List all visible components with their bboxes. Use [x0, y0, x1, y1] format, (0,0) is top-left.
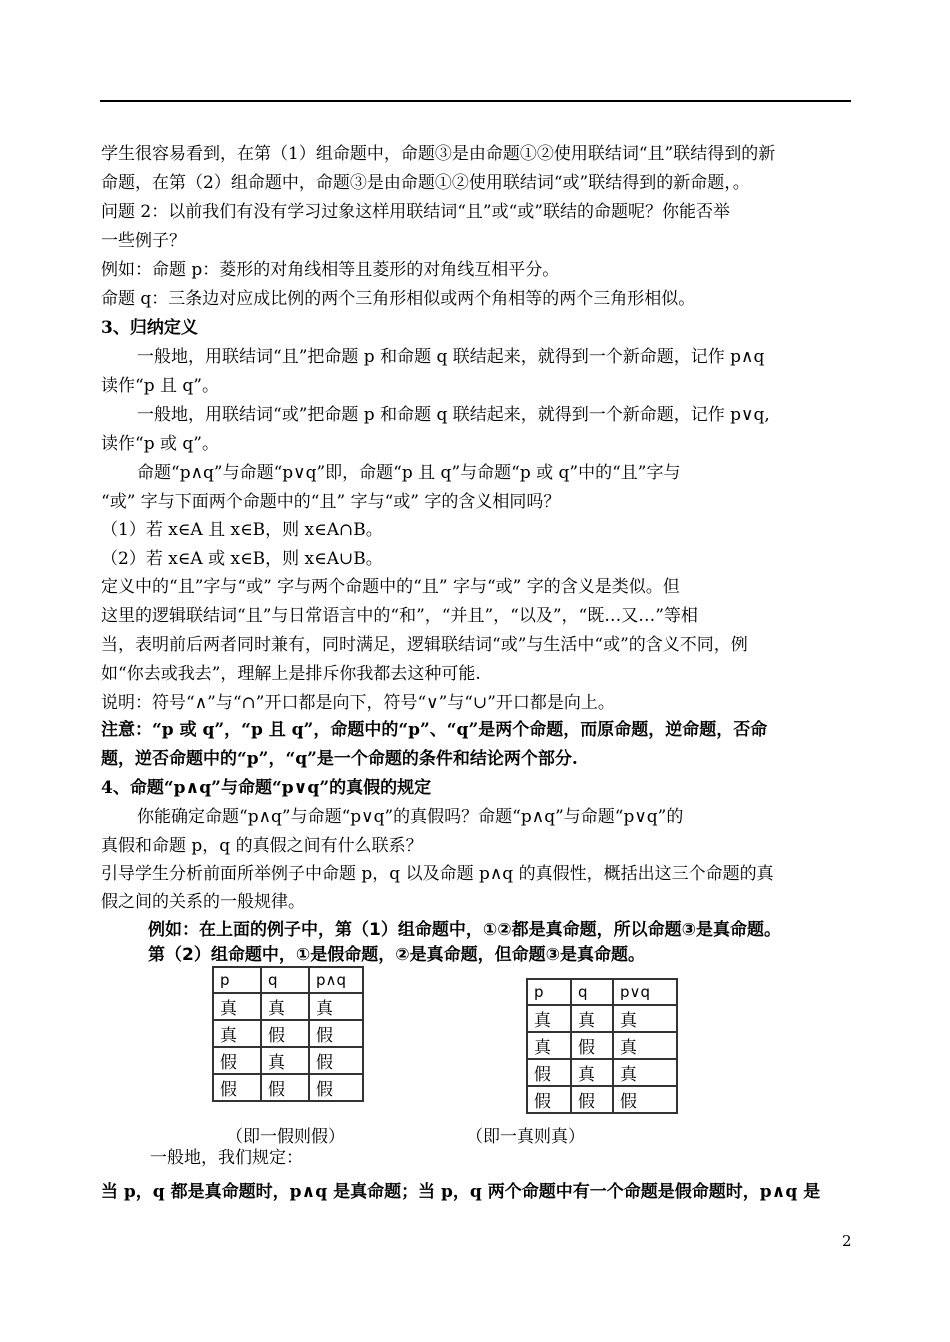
paragraph-line: 如“你去或我去”，理解上是排斥你我都去这种可能. [101, 664, 481, 684]
table-cell: 真 [571, 1059, 613, 1086]
page-number: 2 [842, 1232, 852, 1250]
example-line: 例如：命题 p：菱形的对角线相等且菱形的对角线互相平分。 [101, 260, 560, 280]
table-cell: 假 [309, 1047, 363, 1074]
table-cell: 假 [213, 1074, 261, 1101]
example-line: 命题 q：三条边对应成比例的两个三角形相似或两个角相等的两个三角形相似。 [101, 289, 696, 309]
section-heading-3: 3、归纳定义 [101, 318, 198, 338]
note-line: 说明：符号“∧”与“∩”开口都是向下，符号“∨”与“∪”开口都是向上。 [101, 693, 615, 713]
table-cell: 假 [613, 1086, 677, 1113]
table-row [213, 1047, 363, 1074]
table-cell: 真 [613, 1059, 677, 1086]
table-row [527, 1086, 677, 1113]
definition-line: 一般地，用联结词“且”把命题 p 和命题 q 联结起来，就得到一个新命题，记作 p∧q [137, 347, 765, 367]
attention-line: 注意：“p 或 q”，“p 且 q”，命题中的“p”、“q”是两个命题，而原命题，逆命题，否命 [101, 720, 768, 740]
paragraph-line: 命题“p∧q”与命题“p∨q”即，命题“p 且 q”与命题“p 或 q”中的“且”字与 [137, 463, 681, 483]
table-cell: 假 [527, 1059, 571, 1086]
table-row [213, 993, 363, 1020]
table-cell: 真 [527, 1005, 571, 1032]
caption-and: （即一假则假） [226, 1127, 345, 1147]
section-heading-4: 4、命题“p∧q”与命题“p∨q”的真假的规定 [101, 778, 432, 798]
paragraph-line: 你能确定命题“p∧q”与命题“p∨q”的真假吗？命题“p∧q”与命题“p∨q”的 [137, 807, 684, 827]
table-cell: p∨q [613, 979, 677, 1005]
paragraph-line: 这里的逻辑联结词“且”与日常语言中的“和”，“并且”，“以及”，“既…又…”等相 [101, 606, 698, 626]
table-row [213, 1074, 363, 1101]
table-cell: 假 [571, 1032, 613, 1059]
paragraph-line: 假之间的关系的一般规律。 [101, 892, 305, 912]
paragraph-line: 学生很容易看到，在第（1）组命题中，命题③是由命题①②使用联结词“且”联结得到的新 [101, 144, 776, 164]
table-cell: p [213, 967, 261, 993]
table-cell: 真 [309, 993, 363, 1020]
table-cell: 真 [213, 993, 261, 1020]
example-box-line: 第（2）组命题中，①是假命题，②是真命题，但命题③是真命题。 [148, 945, 646, 965]
caption-or: （即一真则真） [466, 1127, 585, 1147]
paragraph-line: 命题，在第（2）组命题中，命题③是由命题①②使用联结词“或”联结得到的新命题，。 [101, 173, 750, 193]
definition-line: 一般地，用联结词“或”把命题 p 和命题 q 联结起来，就得到一个新命题，记作 p∨q, [137, 405, 770, 425]
truth-table-or [526, 978, 678, 1114]
paragraph-line: 真假和命题 p，q 的真假之间有什么联系？ [101, 836, 423, 856]
table-cell: 真 [261, 993, 309, 1020]
table-cell: q [261, 967, 309, 993]
table-cell: 真 [613, 1005, 677, 1032]
table-row [213, 1020, 363, 1047]
table-cell: 真 [261, 1047, 309, 1074]
table-cell: 假 [261, 1074, 309, 1101]
table-header-row [527, 979, 677, 1005]
table-cell: 假 [261, 1020, 309, 1047]
paragraph-line: 当，表明前后两者同时兼有，同时满足，逻辑联结词“或”与生活中“或”的含义不同，例 [101, 635, 748, 655]
paragraph-line: 定义中的“且”字与“或” 字与两个命题中的“且” 字与“或” 字的含义是类似。但 [101, 577, 680, 597]
question-line: 一些例子？ [101, 231, 186, 251]
paragraph-line: 一般地，我们规定： [150, 1148, 303, 1168]
table-cell: p [527, 979, 571, 1005]
table-cell: 假 [527, 1086, 571, 1113]
table-cell: 假 [213, 1047, 261, 1074]
attention-line: 题，逆否命题中的“p”，“q”是一个命题的条件和结论两个部分. [101, 749, 578, 769]
header-rule [100, 100, 851, 102]
list-item: （2）若 x∈A 或 x∈B，则 x∈A∪B。 [101, 549, 383, 569]
table-cell: p∧q [309, 967, 363, 993]
table-row [527, 1005, 677, 1032]
rule-line: 当 p，q 都是真命题时，p∧q 是真命题；当 p，q 两个命题中有一个命题是假命题时，p∧q 是 [101, 1182, 821, 1202]
definition-line: 读作“p 且 q”。 [101, 376, 219, 396]
paragraph-line: “或” 字与下面两个命题中的“且” 字与“或” 字的含义相同吗？ [101, 492, 561, 512]
table-cell: 假 [309, 1020, 363, 1047]
table-cell: 假 [571, 1086, 613, 1113]
table-cell: q [571, 979, 613, 1005]
table-cell: 真 [527, 1032, 571, 1059]
table-cell: 真 [613, 1032, 677, 1059]
list-item: （1）若 x∈A 且 x∈B，则 x∈A∩B。 [101, 520, 383, 540]
table-row [527, 1032, 677, 1059]
definition-line: 读作“p 或 q”。 [101, 434, 219, 454]
truth-table-and [212, 966, 364, 1102]
table-cell: 真 [571, 1005, 613, 1032]
table-cell: 真 [213, 1020, 261, 1047]
question-line: 问题 2：以前我们有没有学习过象这样用联结词“且”或“或”联结的命题呢？你能否举 [101, 202, 730, 222]
table-cell: 假 [309, 1074, 363, 1101]
paragraph-line: 引导学生分析前面所举例子中命题 p，q 以及命题 p∧q 的真假性，概括出这三个命题的真 [101, 864, 774, 884]
table-header-row [213, 967, 363, 993]
example-box-line: 例如：在上面的例子中，第（1）组命题中，①②都是真命题，所以命题③是真命题。 [148, 920, 782, 940]
table-row [527, 1059, 677, 1086]
